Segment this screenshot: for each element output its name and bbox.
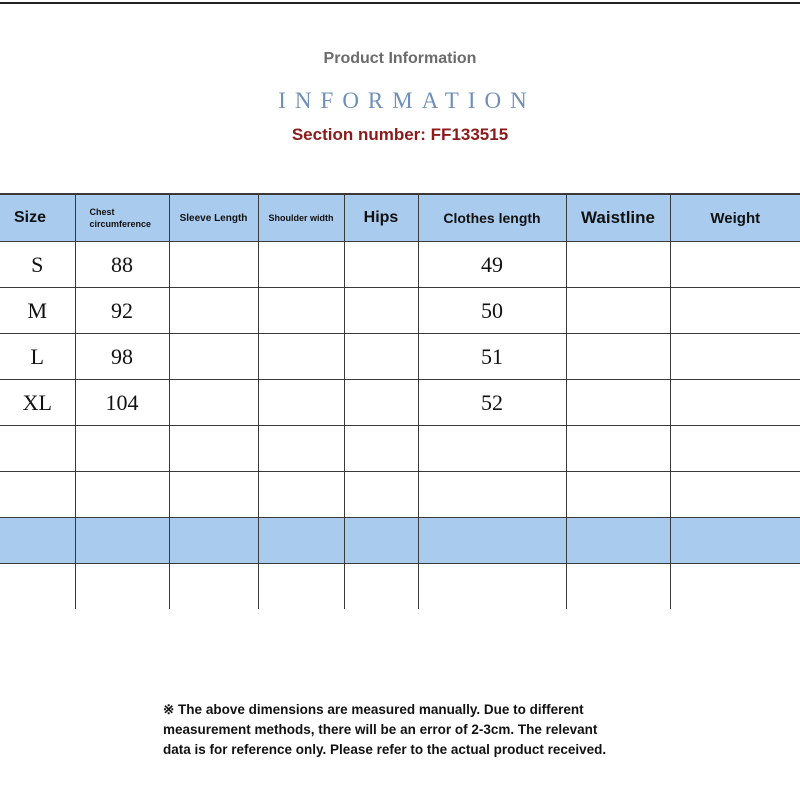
top-divider [0, 2, 800, 4]
cell-empty [344, 518, 418, 564]
cell-shoulder [258, 242, 344, 288]
header-size: Size [0, 194, 75, 242]
table-row [0, 288, 800, 334]
table-row [0, 380, 800, 426]
cell-empty [566, 426, 670, 472]
table-row-empty [0, 426, 800, 472]
cell-chest: 88 [75, 242, 169, 288]
header-sleeve: Sleeve Length [169, 194, 258, 242]
cell-empty [670, 472, 800, 518]
table-row-empty [0, 564, 800, 610]
cell-empty [344, 564, 418, 610]
cell-empty [258, 564, 344, 610]
page-subtitle: INFORMATION [278, 88, 536, 113]
note-line-3: data is for reference only. Please refer to the actual product received. [163, 742, 607, 757]
header-chest-line2: circumference [89, 219, 152, 229]
cell-clothes-length: 49 [418, 242, 566, 288]
cell-waistline [566, 288, 670, 334]
cell-empty [0, 426, 75, 472]
cell-empty [418, 472, 566, 518]
cell-sleeve [169, 288, 258, 334]
cell-shoulder [258, 380, 344, 426]
cell-empty [418, 564, 566, 610]
cell-empty [566, 518, 670, 564]
cell-waistline [566, 380, 670, 426]
cell-empty [258, 472, 344, 518]
header-shoulder: Shoulder width [258, 194, 344, 242]
cell-empty [169, 564, 258, 610]
cell-chest: 98 [75, 334, 169, 380]
cell-empty [258, 426, 344, 472]
header-clothes-length: Clothes length [418, 194, 566, 242]
cell-empty [75, 518, 169, 564]
cell-empty [670, 564, 800, 610]
cell-sleeve [169, 334, 258, 380]
cell-clothes-length: 51 [418, 334, 566, 380]
measurement-note [163, 700, 683, 760]
cell-chest: 92 [75, 288, 169, 334]
cell-weight [670, 242, 800, 288]
cell-empty [344, 426, 418, 472]
cell-size: L [0, 334, 75, 380]
cell-empty [418, 426, 566, 472]
cell-shoulder [258, 288, 344, 334]
cell-waistline [566, 334, 670, 380]
cell-empty [418, 518, 566, 564]
cell-empty [75, 426, 169, 472]
cell-empty [344, 472, 418, 518]
cell-size: XL [0, 380, 75, 426]
cell-clothes-length: 52 [418, 380, 566, 426]
cell-empty [169, 518, 258, 564]
cell-weight [670, 288, 800, 334]
cell-empty [670, 426, 800, 472]
cell-empty [75, 564, 169, 610]
cell-empty [0, 518, 75, 564]
table-row-empty [0, 472, 800, 518]
cell-hips [344, 334, 418, 380]
table-row-highlight [0, 518, 800, 564]
table-header-row [0, 194, 800, 242]
cell-waistline [566, 242, 670, 288]
cell-empty [566, 472, 670, 518]
cell-empty [169, 426, 258, 472]
cell-size: M [0, 288, 75, 334]
cell-hips [344, 242, 418, 288]
cell-shoulder [258, 334, 344, 380]
cell-weight [670, 334, 800, 380]
cell-hips [344, 288, 418, 334]
note-line-2: measurement methods, there will be an error of 2-3cm. The relevant [163, 722, 598, 737]
cell-empty [0, 564, 75, 610]
header-chest-line1: Chest [89, 207, 115, 217]
cell-empty [566, 564, 670, 610]
header-waistline: Waistline [566, 194, 670, 242]
cell-empty [169, 472, 258, 518]
cell-empty [75, 472, 169, 518]
table-row [0, 242, 800, 288]
cell-hips [344, 380, 418, 426]
header-weight: Weight [670, 194, 800, 242]
size-chart-table [0, 193, 800, 609]
cell-size: S [0, 242, 75, 288]
cell-sleeve [169, 380, 258, 426]
cell-empty [258, 518, 344, 564]
cell-empty [670, 518, 800, 564]
cell-empty [0, 472, 75, 518]
cell-clothes-length: 50 [418, 288, 566, 334]
cell-weight [670, 380, 800, 426]
cell-sleeve [169, 242, 258, 288]
header-hips: Hips [344, 194, 418, 242]
page-title: Product Information [323, 50, 477, 67]
note-line-1: ※ The above dimensions are measured manually. Due to different [163, 702, 584, 717]
section-number: Section number: FF133515 [291, 125, 509, 144]
header-chest [75, 194, 169, 242]
table-row [0, 334, 800, 380]
cell-chest: 104 [75, 380, 169, 426]
